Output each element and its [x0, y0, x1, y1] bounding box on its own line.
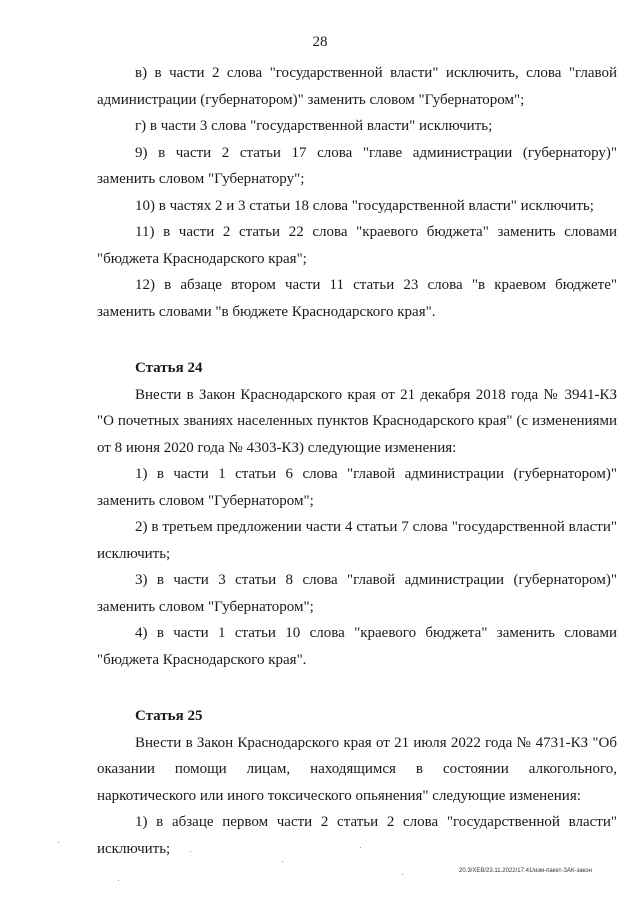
intro-paragraph: 10) в частях 2 и 3 статьи 18 слова "государственной власти" исключить; — [135, 197, 594, 214]
article-24-paragraph: Внести в Закон Краснодарского края от 21 декабря 2018 года № 3941-КЗ "О почетных званиях населенных пунктов Краснодарского края" (с изменениями от 8 июня 2020 года № 4303-КЗ) следующие изменения: — [97, 386, 617, 456]
intro-paragraph: 9) в части 2 статьи 17 слова "главе администрации (губернатору)" заменить словом "Губернатору"; — [97, 144, 617, 187]
article-24-paragraph: 3) в части 3 статьи 8 слова "главой администрации (губернатором)" заменить словом "Губернатором"; — [97, 572, 617, 615]
article-25-title: Статья 25 — [135, 708, 203, 724]
page-number: 28 — [312, 34, 328, 50]
article-25-paragraph: Внести в Закон Краснодарского края от 21 июля 2022 года № 4731-КЗ "Об оказании помощи лицам, находящимся в состоянии алкогольного, наркотического или иного токсического опьянения" следующие изменения: — [97, 734, 617, 804]
article-24-paragraph: 2) в третьем предложении части 4 статьи 7 слова "государственной власти" исключить; — [97, 519, 617, 562]
article-24-title: Статья 24 — [135, 360, 203, 376]
intro-paragraph: 12) в абзаце втором части 11 статьи 23 слова "в краевом бюджете" заменить словами "в бюджете Краснодарского края". — [97, 277, 617, 320]
document-body — [97, 60, 617, 862]
article-25-paragraph: 1) в абзаце первом части 2 статьи 2 слова "государственной власти" исключить; — [97, 814, 617, 857]
intro-paragraph: г) в части 3 слова "государственной власти" исключить; — [135, 118, 493, 134]
document-footer-id: 20.3/ХЕВ/23.11.2022/17:41/изм-пакет-ЗАК-закон — [459, 868, 592, 874]
intro-paragraph: 11) в части 2 статьи 22 слова "краевого бюджета" заменить словами "бюджета Краснодарского края"; — [97, 224, 617, 267]
article-24-paragraph: 4) в части 1 статьи 10 слова "краевого бюджета" заменить словами "бюджета Краснодарского края". — [97, 625, 617, 668]
article-24-paragraph: 1) в части 1 статьи 6 слова "главой администрации (губернатором)" заменить словом "Губернатором"; — [97, 466, 617, 509]
intro-paragraph: в) в части 2 слова "государственной власти" исключить, слова "главой администрации (губернатором)" заменить словом "Губернатором"; — [97, 65, 617, 108]
